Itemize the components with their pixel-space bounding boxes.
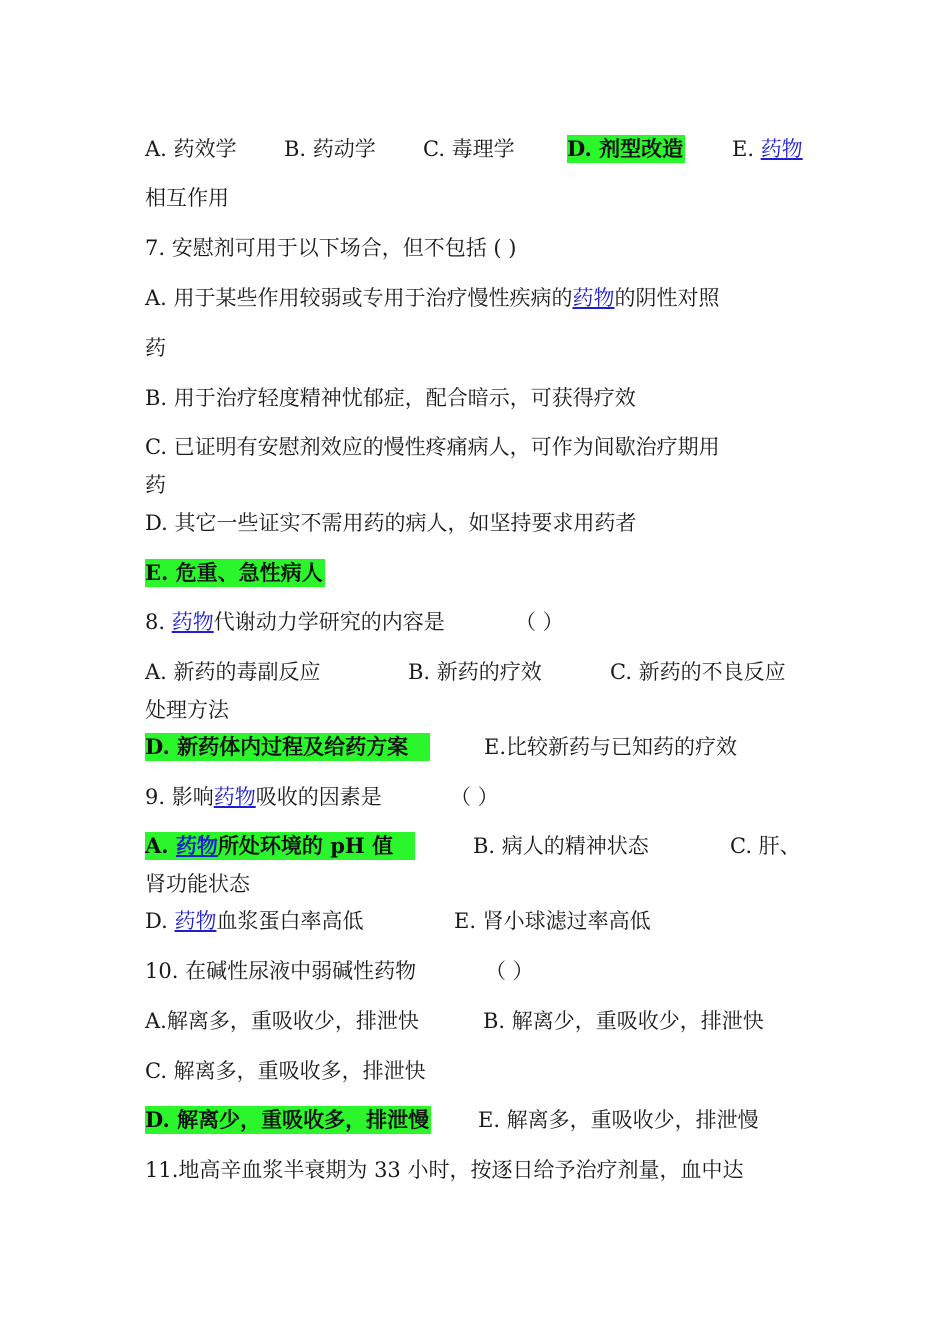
q9-option-d [145,907,363,935]
q6-option-e-cont: 相互作用 [145,186,229,210]
q8-option-a: A. 新药的毒副反应 [145,660,321,684]
q9-option-c: C. 肝、 [730,834,801,858]
q7-option-a-cont: 药 [145,336,166,360]
q10-option-d-answer: D. 解离少，重吸收多，排泄慢 [145,1107,430,1132]
q8-stem-text [145,608,445,636]
q6-option-d-answer: D. 剂型改造 [567,136,684,161]
q7-option-a-link[interactable]: 药物 [572,286,615,310]
q7-stem-text: 7. 安慰剂可用于以下场合，但不包括 ( ) [145,236,517,260]
q6-option-e-prefix: E. [732,137,761,161]
q6-option-c: C. 毒理学 [423,137,515,161]
q9-option-e: E. 肾小球滤过率高低 [454,909,651,933]
q8-stem-link[interactable]: 药物 [171,610,214,634]
q9-stem-prefix: 9. 影响 [145,785,214,809]
q8-option-e: E.比较新药与已知药的疗效 [484,735,738,759]
q8-answer-paren: （ ） [515,610,564,634]
q8-option-d-answer: D. 新药体内过程及给药方案 [145,733,430,761]
q7-option-c-cont: 药 [145,473,166,497]
q9-option-d-suffix: 血浆蛋白率高低 [216,909,364,933]
q9-option-c-cont: 肾功能状态 [145,872,250,896]
q8-option-b: B. 新药的疗效 [408,660,542,684]
q10-option-a: A.解离多，重吸收少，排泄快 [145,1009,419,1033]
q9-stem-link[interactable]: 药物 [213,785,256,809]
q9-option-d-link[interactable]: 药物 [174,909,217,933]
q10-stem-text: 10. 在碱性尿液中弱碱性药物 [145,959,417,983]
q9-option-b: B. 病人的精神状态 [473,834,649,858]
q8-option-c: C. 新药的不良反应 [610,660,786,684]
q7-option-d-text: D. 其它一些证实不需用药的病人，如坚持要求用药者 [145,511,637,535]
q10-option-c: C. 解离多，重吸收多，排泄快 [145,1059,426,1083]
q9-option-a-suffix: 所处环境的 pH 值 [217,833,394,858]
q9-option-a-prefix: A. [145,833,176,858]
q7-option-e-answer: E. 危重、急性病人 [145,560,323,585]
q9-option-a-answer [145,832,415,860]
q9-stem-text [145,783,382,811]
q8-stem-suffix: 代谢动力学研究的内容是 [213,610,445,634]
q6-option-e [732,135,803,163]
q9-stem-suffix: 吸收的因素是 [255,785,382,809]
q7-option-a-text [145,284,720,312]
q8-stem-prefix: 8. [145,610,172,634]
q6-option-a: A. 药效学 [145,137,237,161]
q11-stem-text: 11.地高辛血浆半衰期为 33 小时，按逐日给予治疗剂量，血中达 [145,1158,744,1182]
q9-option-a-link[interactable]: 药物 [175,833,218,858]
q9-option-d-prefix: D. [145,909,175,933]
q10-answer-paren: （ ） [485,959,534,983]
q7-option-b-text: B. 用于治疗轻度精神忧郁症，配合暗示，可获得疗效 [145,386,636,410]
q9-answer-paren: （ ） [450,785,499,809]
q7-option-a-prefix: A. 用于某些作用较弱或专用于治疗慢性疾病的 [145,286,573,310]
q7-option-a-suffix: 的阴性对照 [614,286,720,310]
q7-option-c-text: C. 已证明有安慰剂效应的慢性疼痛病人，可作为间歇治疗期用 [145,435,720,459]
q8-option-c-cont: 处理方法 [145,698,229,722]
q6-option-e-link[interactable]: 药物 [760,137,803,161]
q10-option-e: E. 解离多，重吸收少，排泄慢 [478,1108,759,1132]
q10-option-b: B. 解离少，重吸收少，排泄快 [483,1009,764,1033]
q6-option-b: B. 药动学 [284,137,376,161]
